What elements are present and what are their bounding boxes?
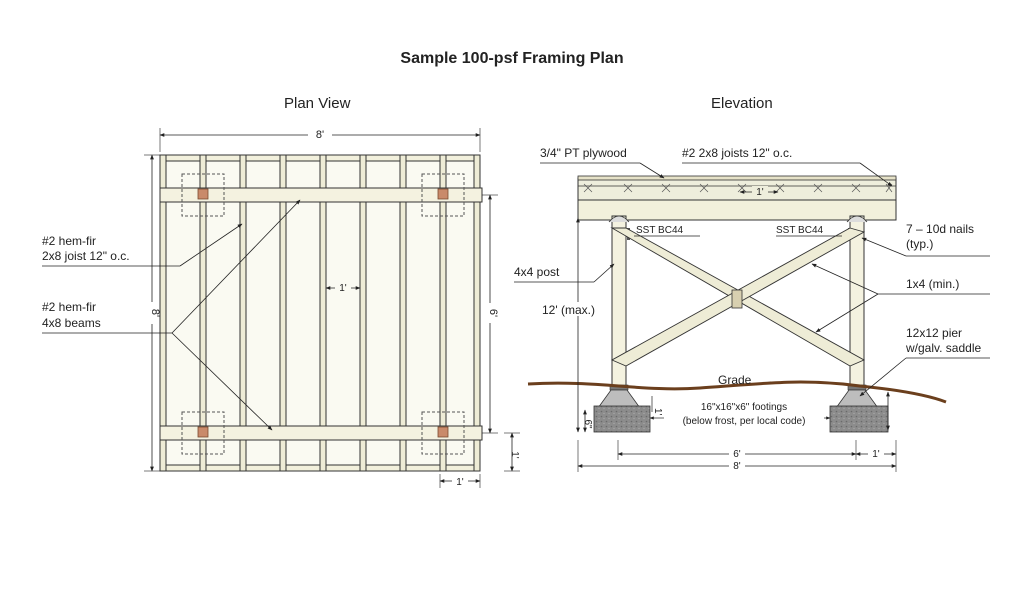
elev-nails-label-1: 7 – 10d nails <box>906 222 975 236</box>
elev-footing-left <box>594 406 650 432</box>
elev-pier-left <box>598 390 640 408</box>
elev-dim-footing: 6" <box>582 419 593 429</box>
elev-joist-spacing: 1' <box>756 187 764 198</box>
plan-dim-bottom: 1' <box>456 477 464 488</box>
elev-height: 12' (max.) <box>542 303 595 317</box>
elev-connector-right: SST BC44 <box>776 225 824 236</box>
elev-dim-left-small: 1' <box>652 408 663 416</box>
elev-dim-span: 6' <box>733 449 741 460</box>
plan-view <box>42 128 520 488</box>
elev-plywood <box>578 176 896 180</box>
elev-brace-label: 1x4 (min.) <box>906 277 960 291</box>
plan-dim-spacing: 1' <box>339 283 347 294</box>
plan-joist-label-1: #2 hem-fir <box>42 234 97 248</box>
plan-dim-top: 8' <box>315 129 325 141</box>
plan-joist-label-2: 2x8 joist 12" o.c. <box>42 249 130 263</box>
plan-dim-bottom-right: 1' <box>509 451 520 459</box>
elev-post-label: 4x4 post <box>514 265 560 279</box>
plan-beam-label-2: 4x8 beams <box>42 316 101 330</box>
page-title: Sample 100-psf Framing Plan <box>400 50 624 67</box>
elev-pier-label-2: w/galv. saddle <box>906 341 982 355</box>
elev-dim-overhang: 1' <box>872 449 880 460</box>
elevation-view <box>514 146 990 472</box>
elev-pier-label-1: 12x12 pier <box>906 326 963 340</box>
elev-footing-label-2: (below frost, per local code) <box>682 416 806 427</box>
plan-dim-right: 6' <box>487 308 499 318</box>
elev-connector-left: SST BC44 <box>636 225 684 236</box>
elev-grade-label: Grade <box>718 373 752 387</box>
elev-footing-label-1: 16"x16"x6" footings <box>700 402 788 413</box>
elev-footing-right <box>830 406 888 432</box>
elev-dim-total: 8' <box>733 461 741 472</box>
elev-joists-label: #2 2x8 joists 12" o.c. <box>682 146 793 160</box>
plan-beam-label-1: #2 hem-fir <box>42 300 97 314</box>
plan-dim-left: 8' <box>149 308 161 318</box>
elev-pier-right <box>836 390 878 408</box>
plan-view-heading: Plan View <box>284 95 351 112</box>
elevation-heading: Elevation <box>711 95 773 112</box>
elev-nails-label-2: (typ.) <box>906 237 934 251</box>
elev-plywood-label: 3/4" PT plywood <box>540 146 627 160</box>
